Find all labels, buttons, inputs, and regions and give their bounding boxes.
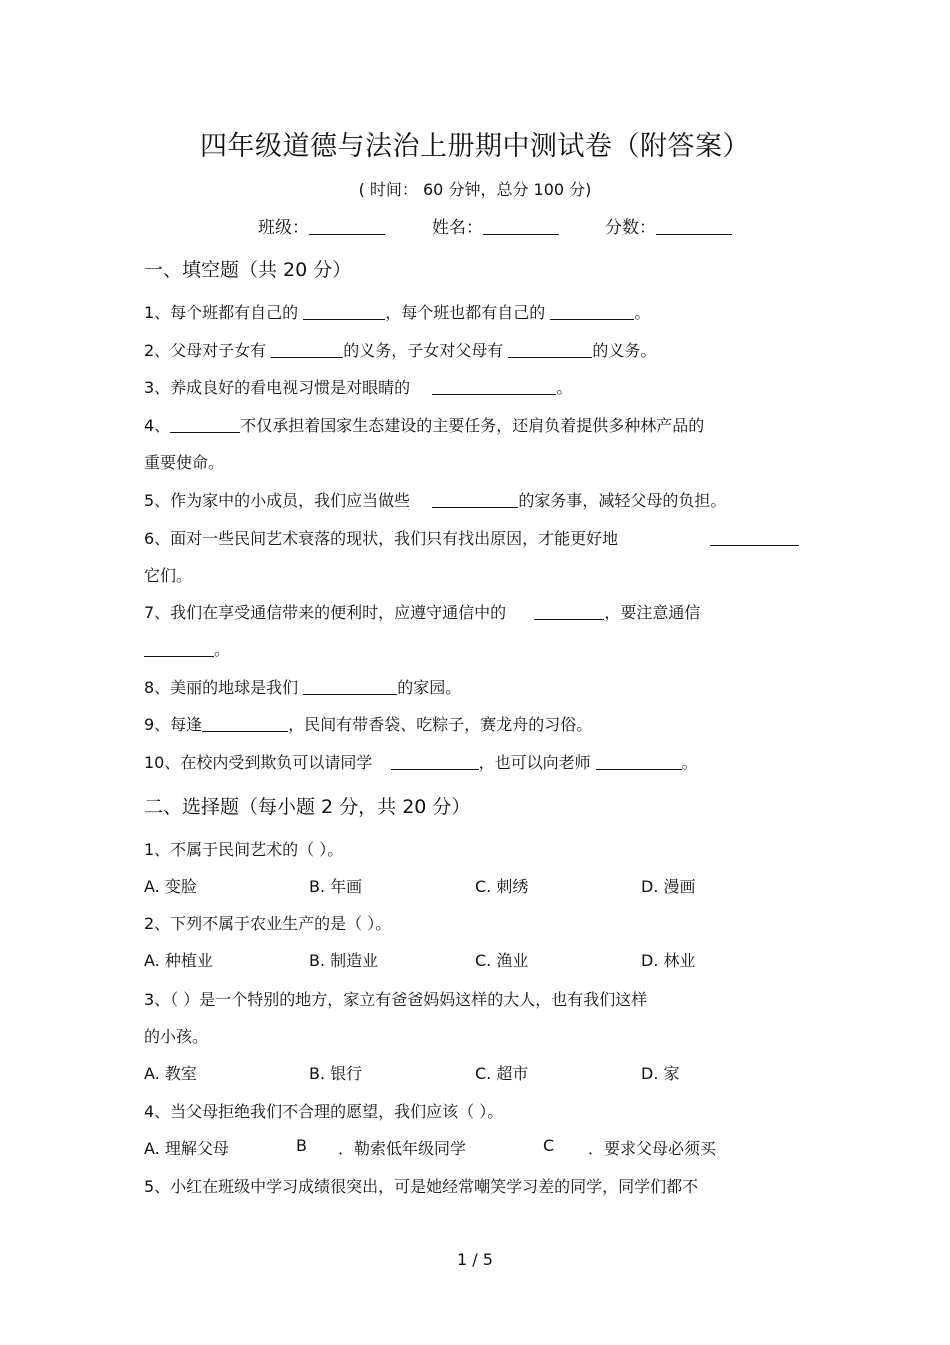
question-text: 。 [556, 378, 573, 397]
answer-blank [391, 752, 479, 770]
choice-question-1: 1、不属于民间艺术的（ ）。 [144, 840, 344, 859]
exam-time-info: ( 时间： 60 分钟，总分 100 分) [358, 180, 592, 199]
fill-question-3 [144, 375, 572, 398]
choice-question-3: 3、（ ）是一个特别的地方，家立有爸爸妈妈这样的大人，也有我们这样 [144, 990, 648, 1009]
question-text: ，要注意通信 [604, 603, 701, 622]
question-text: ，民间有带香袋、吃粽子，赛龙舟的习俗。 [288, 715, 593, 734]
answer-blank [432, 377, 556, 395]
answer-blank [596, 752, 682, 770]
option-c-letter: C [543, 1136, 555, 1155]
question-text: 的义务。 [592, 341, 657, 360]
option-b: B. 年画 [309, 877, 363, 896]
option-b-letter: B [296, 1136, 307, 1155]
score-field [605, 213, 732, 238]
fill-question-9 [144, 712, 592, 735]
option-d: D. 漫画 [641, 877, 696, 896]
option-c: C. 渔业 [475, 951, 529, 970]
fill-question-10 [144, 750, 698, 773]
class-blank [309, 217, 385, 235]
option-b-text: ．勒索低年级同学 [338, 1139, 467, 1158]
name-field [432, 213, 559, 238]
answer-blank [432, 490, 518, 508]
question-text: 的义务，子女对父母有 [343, 341, 504, 360]
answer-blank [508, 340, 592, 358]
question-text: 。 [214, 640, 231, 659]
question-text: 不仅承担着国家生态建设的主要任务，还肩负着提供多种林产品的 [240, 416, 705, 435]
section-choice-heading: 二、选择题（每小题 2 分，共 20 分） [144, 796, 471, 818]
fill-question-5 [144, 488, 726, 511]
option-a: A. 教室 [144, 1064, 197, 1083]
fill-question-1 [144, 300, 650, 323]
question-text: 3、养成良好的看电视习惯是对眼睛的 [144, 378, 411, 397]
fill-question-7 [144, 600, 700, 623]
option-d: D. 家 [641, 1064, 680, 1083]
choice-question-5: 5、小红在班级中学习成绩很突出，可是她经常嘲笑学习差的同学，同学们都不 [144, 1177, 699, 1196]
score-blank [656, 217, 732, 235]
question-text: ，也可以向老师 [478, 753, 591, 772]
option-c: C. 超市 [475, 1064, 529, 1083]
name-label: 姓名： [432, 218, 483, 238]
page-title: 四年级道德与法治上册期中测试卷（附答案） [200, 131, 750, 162]
fill-question-2 [144, 338, 656, 361]
question-text: ，每个班也都有自己的 [385, 303, 546, 322]
fill-question-4-line2: 重要使命。 [144, 453, 225, 472]
answer-blank [550, 302, 634, 320]
option-c-text: ．要求父母必须买 [588, 1139, 717, 1158]
option-a: A. 种植业 [144, 951, 213, 970]
answer-blank [303, 302, 385, 320]
fill-question-8 [144, 675, 461, 698]
option-d: D. 林业 [641, 951, 696, 970]
question-text: 1、每个班都有自己的 [144, 303, 299, 322]
question-text: 6、面对一些民间艺术衰落的现状，我们只有找出原因，才能更好地 [144, 529, 619, 548]
answer-blank [144, 639, 214, 657]
option-c: C. 刺绣 [475, 877, 529, 896]
class-field [258, 213, 385, 238]
option-a: A. 变脸 [144, 877, 197, 896]
question-text: 的家园。 [397, 678, 462, 697]
answer-blank [202, 714, 288, 732]
question-text: 2、父母对子女有 [144, 341, 267, 360]
question-text: 9、每逢 [144, 715, 203, 734]
answer-blank [534, 602, 604, 620]
question-text: 5、作为家中的小成员，我们应当做些 [144, 491, 411, 510]
section-fill-blank-heading: 一、填空题（共 20 分） [144, 259, 352, 281]
question-text: 。 [681, 753, 698, 772]
name-blank [483, 217, 559, 235]
answer-blank [710, 528, 799, 546]
option-a: A. 理解父母 [144, 1139, 229, 1158]
option-b: B. 银行 [309, 1064, 363, 1083]
fill-question-6 [144, 526, 618, 549]
choice-question-4: 4、当父母拒绝我们不合理的愿望，我们应该（ ）。 [144, 1102, 504, 1121]
question-text: 8、美丽的地球是我们 [144, 678, 299, 697]
class-label: 班级： [258, 218, 309, 238]
option-b: B. 制造业 [309, 951, 379, 970]
answer-blank [271, 340, 343, 358]
choice-question-3-line2: 的小孩。 [144, 1027, 209, 1046]
question-text: 的家务事，减轻父母的负担。 [518, 491, 727, 510]
choice-question-2: 2、下列不属于农业生产的是（ ）。 [144, 914, 392, 933]
fill-question-6-line2: 它们。 [144, 566, 193, 585]
page-number: 1 / 5 [457, 1250, 493, 1269]
fill-question-7-line2 [144, 637, 230, 660]
answer-blank [170, 415, 240, 433]
answer-blank [303, 677, 397, 695]
question-text: 。 [634, 303, 651, 322]
question-text: 4、 [144, 416, 171, 435]
score-label: 分数： [605, 218, 656, 238]
fill-question-4 [144, 413, 704, 436]
question-text: 7、我们在享受通信带来的便利时，应遵守通信中的 [144, 603, 507, 622]
question-text: 10、在校内受到欺负可以请同学 [144, 753, 373, 772]
